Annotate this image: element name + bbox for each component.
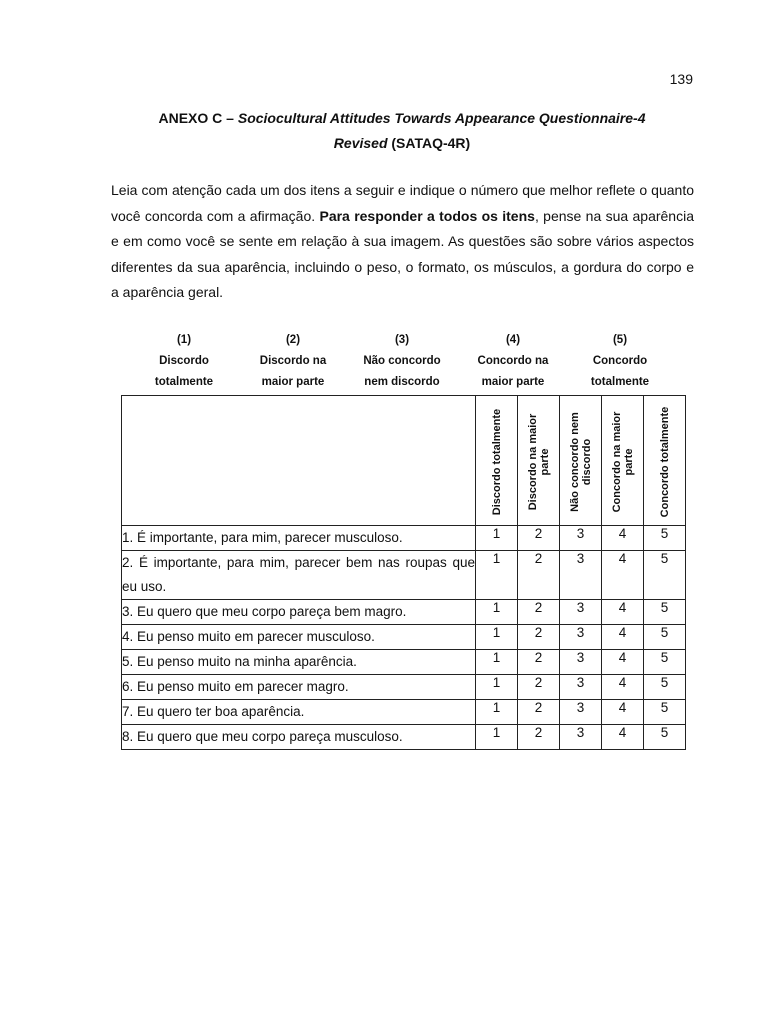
item-text: 4. Eu penso muito em parecer musculoso. [122, 625, 476, 650]
response-option[interactable]: 1 [476, 725, 518, 750]
questionnaire-table [121, 395, 686, 750]
column-header-label: Não concordo nem discordo [568, 412, 593, 512]
response-option[interactable]: 4 [602, 600, 644, 625]
response-option[interactable]: 5 [644, 526, 686, 551]
scale-number: (1) [176, 334, 192, 346]
response-option[interactable]: 1 [476, 551, 518, 600]
table-row [122, 600, 686, 625]
response-option[interactable]: 2 [518, 625, 560, 650]
response-option[interactable]: 3 [560, 650, 602, 675]
title-italic-line2: Revised [333, 135, 388, 151]
intro-text-2: , pense na sua aparência e em como você se sente em relação à sua imagem. As questões são sobre vários aspectos diferentes da sua aparência, incluindo o peso, o formato, os músculos, a gordura do corpo e a aparência geral. [111, 207, 694, 301]
item-text: 5. Eu penso muito na minha aparência. [122, 650, 476, 675]
response-option[interactable]: 3 [560, 526, 602, 551]
title-suffix: (SATAQ-4R) [387, 135, 471, 151]
scale-label-line1: Concordo na [477, 355, 549, 367]
table-row [122, 551, 686, 600]
response-scale-legend [121, 330, 686, 392]
response-option[interactable]: 3 [560, 625, 602, 650]
scale-label-line1: Não concordo [363, 355, 441, 367]
intro-paragraph [111, 178, 694, 306]
item-text: 2. É importante, para mim, parecer bem nas roupas que eu uso. [122, 551, 476, 600]
response-option[interactable]: 3 [560, 700, 602, 725]
scale-label-line2: nem discordo [364, 376, 440, 388]
column-header-label: Concordo na maior parte [610, 411, 635, 513]
response-option[interactable]: 1 [476, 700, 518, 725]
table-row [122, 526, 686, 551]
response-option[interactable]: 2 [518, 725, 560, 750]
response-option[interactable]: 5 [644, 650, 686, 675]
item-text: 1. É importante, para mim, parecer musculoso. [122, 526, 476, 551]
response-option[interactable]: 5 [644, 725, 686, 750]
scale-label-line1: Discordo [159, 355, 209, 367]
table-header-row [122, 396, 686, 526]
scale-label-line1: Discordo na [259, 355, 327, 367]
title-italic-line1: Sociocultural Attitudes Towards Appearance Questionnaire-4 [237, 110, 646, 126]
response-option[interactable]: 5 [644, 700, 686, 725]
intro-text-1: Leia com atenção cada um dos itens a seguir e indique o número que melhor reflete o quanto você concorda com a afirmação. [111, 182, 694, 224]
response-option[interactable]: 2 [518, 551, 560, 600]
response-option[interactable]: 4 [602, 625, 644, 650]
column-header [560, 396, 602, 526]
response-option[interactable]: 1 [476, 675, 518, 700]
scale-number: (2) [285, 334, 301, 346]
scale-label-line2: maior parte [481, 376, 545, 388]
response-option[interactable]: 2 [518, 650, 560, 675]
response-option[interactable]: 4 [602, 700, 644, 725]
response-option[interactable]: 2 [518, 526, 560, 551]
response-option[interactable]: 4 [602, 526, 644, 551]
response-option[interactable]: 2 [518, 600, 560, 625]
column-header [644, 396, 686, 526]
response-option[interactable]: 1 [476, 650, 518, 675]
response-option[interactable]: 5 [644, 625, 686, 650]
scale-number: (3) [394, 334, 410, 346]
response-option[interactable]: 4 [602, 675, 644, 700]
column-header-label: Concordo totalmente [658, 406, 671, 518]
response-option[interactable]: 1 [476, 526, 518, 551]
table-row [122, 625, 686, 650]
item-text: 3. Eu quero que meu corpo pareça bem magro. [122, 600, 476, 625]
header-blank-cell [122, 396, 476, 526]
response-option[interactable]: 2 [518, 675, 560, 700]
scale-label-line2: maior parte [261, 376, 325, 388]
response-option[interactable]: 5 [644, 600, 686, 625]
scale-option-4 [453, 330, 573, 393]
response-option[interactable]: 4 [602, 551, 644, 600]
scale-option-5 [560, 330, 680, 393]
item-text: 7. Eu quero ter boa aparência. [122, 700, 476, 725]
response-option[interactable]: 3 [560, 551, 602, 600]
item-text: 8. Eu quero que meu corpo pareça musculoso. [122, 725, 476, 750]
response-option[interactable]: 5 [644, 675, 686, 700]
table-row [122, 700, 686, 725]
response-option[interactable]: 3 [560, 600, 602, 625]
scale-option-3 [342, 330, 462, 393]
column-header-label: Discordo totalmente [490, 408, 503, 516]
scale-label-line2: totalmente [590, 376, 650, 388]
scale-option-2 [233, 330, 353, 393]
response-option[interactable]: 4 [602, 650, 644, 675]
response-option[interactable]: 2 [518, 700, 560, 725]
scale-label-line1: Concordo [592, 355, 648, 367]
intro-bold-text: Para responder a todos os itens [319, 207, 535, 224]
column-header-label: Discordo na maior parte [526, 413, 551, 511]
response-option[interactable]: 3 [560, 725, 602, 750]
column-header [476, 396, 518, 526]
scale-number: (5) [612, 334, 628, 346]
document-title [110, 106, 694, 156]
page-number: 139 [669, 71, 693, 87]
item-text: 6. Eu penso muito em parecer magro. [122, 675, 476, 700]
scale-option-1 [124, 330, 244, 393]
table-row [122, 650, 686, 675]
scale-number: (4) [505, 334, 521, 346]
response-option[interactable]: 1 [476, 625, 518, 650]
response-option[interactable]: 1 [476, 600, 518, 625]
table-row [122, 675, 686, 700]
table-row [122, 725, 686, 750]
title-prefix: ANEXO C – [158, 110, 238, 126]
column-header [518, 396, 560, 526]
response-option[interactable]: 3 [560, 675, 602, 700]
response-option[interactable]: 5 [644, 551, 686, 600]
column-header [602, 396, 644, 526]
scale-label-line2: totalmente [154, 376, 214, 388]
response-option[interactable]: 4 [602, 725, 644, 750]
